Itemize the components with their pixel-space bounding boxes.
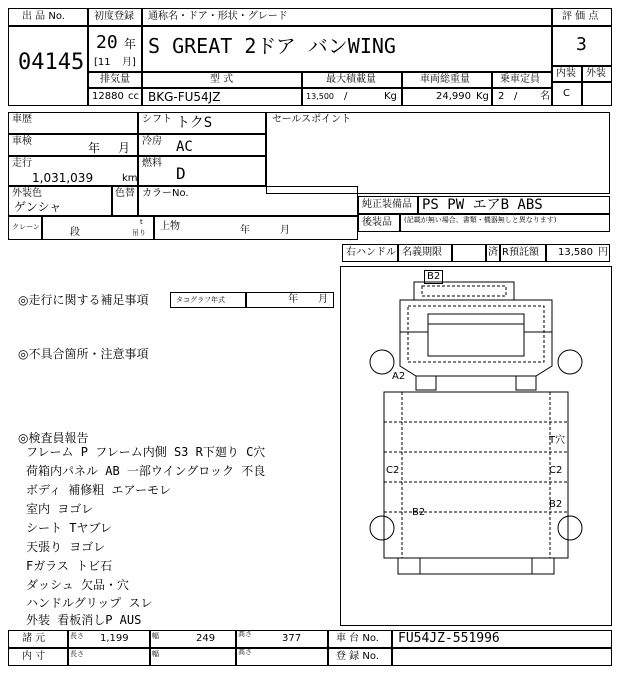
report-line: 荷箱内パネル AB 一部ウイングロック 不良 <box>26 464 266 478</box>
color-label: 外装色 <box>12 188 42 199</box>
in-length-label: 長さ <box>70 650 84 658</box>
report-line: フレーム P フレーム内側 S3 R下廻り C穴 <box>26 445 266 459</box>
history-label: 車歴 <box>12 114 32 125</box>
width-value: 249 <box>196 633 216 644</box>
capacity-sep: / <box>514 91 518 102</box>
max-load-value: 13,500 <box>306 92 334 101</box>
report-line: 外装 看板消しP AUS <box>26 613 142 627</box>
reg-month: [11 <box>94 57 111 68</box>
inspection-month: 月 <box>118 141 131 155</box>
loft-year: 年 <box>240 225 250 236</box>
chassis-label: 車 台 No. <box>336 633 379 644</box>
mileage-label: 走行 <box>12 158 32 169</box>
grade-value: 3 <box>576 34 587 55</box>
name-label: 通称名・ドア・形状・グレード <box>148 11 288 22</box>
capacity-unit: 名 <box>540 91 550 102</box>
mileage-unit: km <box>122 173 138 184</box>
damage-mark: A2 <box>392 371 406 382</box>
fuel-label: 燃料 <box>142 158 162 169</box>
loft-cell <box>154 216 358 240</box>
damage-mark: B2 <box>412 507 426 518</box>
in-height-label: 高さ <box>238 648 252 656</box>
r-deposit-label: R預託額 <box>502 247 539 258</box>
reg-year: 20 <box>96 32 118 53</box>
damage-mark: B2 <box>549 499 563 510</box>
color-value: ゲンシャ <box>14 200 62 214</box>
max-load-label: 最大積載量 <box>326 74 376 85</box>
equipment-value: PS PW エアB ABS <box>422 197 543 213</box>
refund-label: 済 <box>488 247 498 258</box>
aftermarket-label: 後装品 <box>362 217 392 228</box>
steering-value: 右ハンドル <box>346 247 396 258</box>
car-name: S GREAT 2ドア バンWING <box>148 34 396 58</box>
shift-label: シフト <box>142 114 172 125</box>
crane-label: クレーン <box>12 223 40 231</box>
in-width-cell <box>150 648 236 666</box>
name-change-cell <box>452 244 486 262</box>
truck-diagram <box>340 266 612 626</box>
tacho-month: 月 <box>318 294 328 305</box>
in-width-label: 幅 <box>152 650 159 658</box>
length-value: 1,199 <box>100 633 129 644</box>
report-line: ダッシュ 欠品・穴 <box>26 578 129 592</box>
max-load-sep: / <box>344 91 348 102</box>
length-label: 長さ <box>70 632 84 640</box>
tacho-year: 年 <box>288 294 298 305</box>
first-reg-label: 初度登録 <box>94 11 134 22</box>
damage-mark: B2 <box>424 270 443 284</box>
lot-number: 04145 <box>18 50 85 75</box>
loft-month: 月 <box>280 225 290 236</box>
capacity-label: 乗車定員 <box>500 74 540 85</box>
displacement-unit: cc <box>128 91 139 102</box>
ac-label: 冷房 <box>142 136 162 147</box>
report-line: 室内 ヨゴレ <box>26 502 94 516</box>
height-value: 377 <box>282 633 302 644</box>
tacho-label: タコグラフ年式 <box>176 296 225 304</box>
report-line: ボディ 補修粗 エアーモレ <box>26 483 172 497</box>
mileage-value: 1,031,039 <box>32 171 94 185</box>
capacity-value: 2 <box>498 91 505 102</box>
interior-dims-label: 内 寸 <box>22 651 46 662</box>
max-load-unit: Kg <box>384 91 397 102</box>
aftermarket-note: (記載が無い場合、書類・機器無しと異なります) <box>404 216 557 224</box>
defects-title: ◎不具合箇所・注意事項 <box>18 347 149 361</box>
damage-mark: T穴 <box>549 435 566 446</box>
loft-label: 上物 <box>160 221 180 232</box>
shift-value: トクS <box>176 115 213 131</box>
exterior-label: 外装 <box>586 68 606 79</box>
inspection-year: 年 <box>88 141 101 155</box>
report-line: シート Tヤブレ <box>26 521 112 535</box>
report-line: 天張り ヨゴレ <box>26 540 106 554</box>
width-label: 幅 <box>152 632 159 640</box>
width-cell <box>150 630 236 648</box>
damage-mark: C2 <box>386 465 400 476</box>
driving-notes-title: ◎走行に関する補足事項 <box>18 293 149 307</box>
model-value: BKG-FU54JZ <box>148 90 221 104</box>
reg-year-unit: 年 <box>124 37 137 51</box>
report-line: Fガラス トビ石 <box>26 559 113 573</box>
inspector-title: ◎検査員報告 <box>18 431 89 445</box>
equipment-label: 純正装備品 <box>362 199 412 210</box>
sales-point-label: セールスポイント <box>272 114 352 125</box>
r-deposit-unit: 円 <box>598 247 608 258</box>
model-label: 型 式 <box>210 74 234 85</box>
chassis-value: FU54JZ-551996 <box>398 631 500 646</box>
inspection-label: 車検 <box>12 136 32 147</box>
dims-label: 諸 元 <box>22 633 46 644</box>
gross-value: 24,990 <box>436 91 471 102</box>
damage-mark: C2 <box>549 465 563 476</box>
height-label: 高さ <box>238 630 252 638</box>
crane-t: t <box>140 218 143 226</box>
lot-label: 出 品 No. <box>22 11 65 22</box>
reg-month-unit: 月] <box>122 57 136 68</box>
ac-value: AC <box>176 139 193 155</box>
crane-stage: 段 <box>70 227 80 238</box>
crane-hang: 吊り <box>132 229 146 237</box>
reg-label: 登 録 No. <box>336 651 379 662</box>
color-change-label: 色替 <box>115 188 135 199</box>
report-line: ハンドルグリップ スレ <box>26 596 153 610</box>
color-no-label: カラーNo. <box>142 188 189 199</box>
gross-unit: Kg <box>476 91 489 102</box>
displacement-value: 12880 <box>92 91 124 102</box>
reg-cell <box>392 648 612 666</box>
exterior-grade-cell <box>582 82 612 106</box>
r-deposit-value: 13,580 <box>558 247 593 258</box>
interior-grade: C <box>563 88 570 99</box>
fuel-value: D <box>176 164 186 183</box>
name-change-label: 名義期限 <box>402 247 442 258</box>
grade-label: 評 価 点 <box>562 11 599 22</box>
interior-label: 内装 <box>556 68 576 79</box>
gross-label: 車両総重量 <box>420 74 470 85</box>
displacement-label: 排気量 <box>100 74 130 85</box>
